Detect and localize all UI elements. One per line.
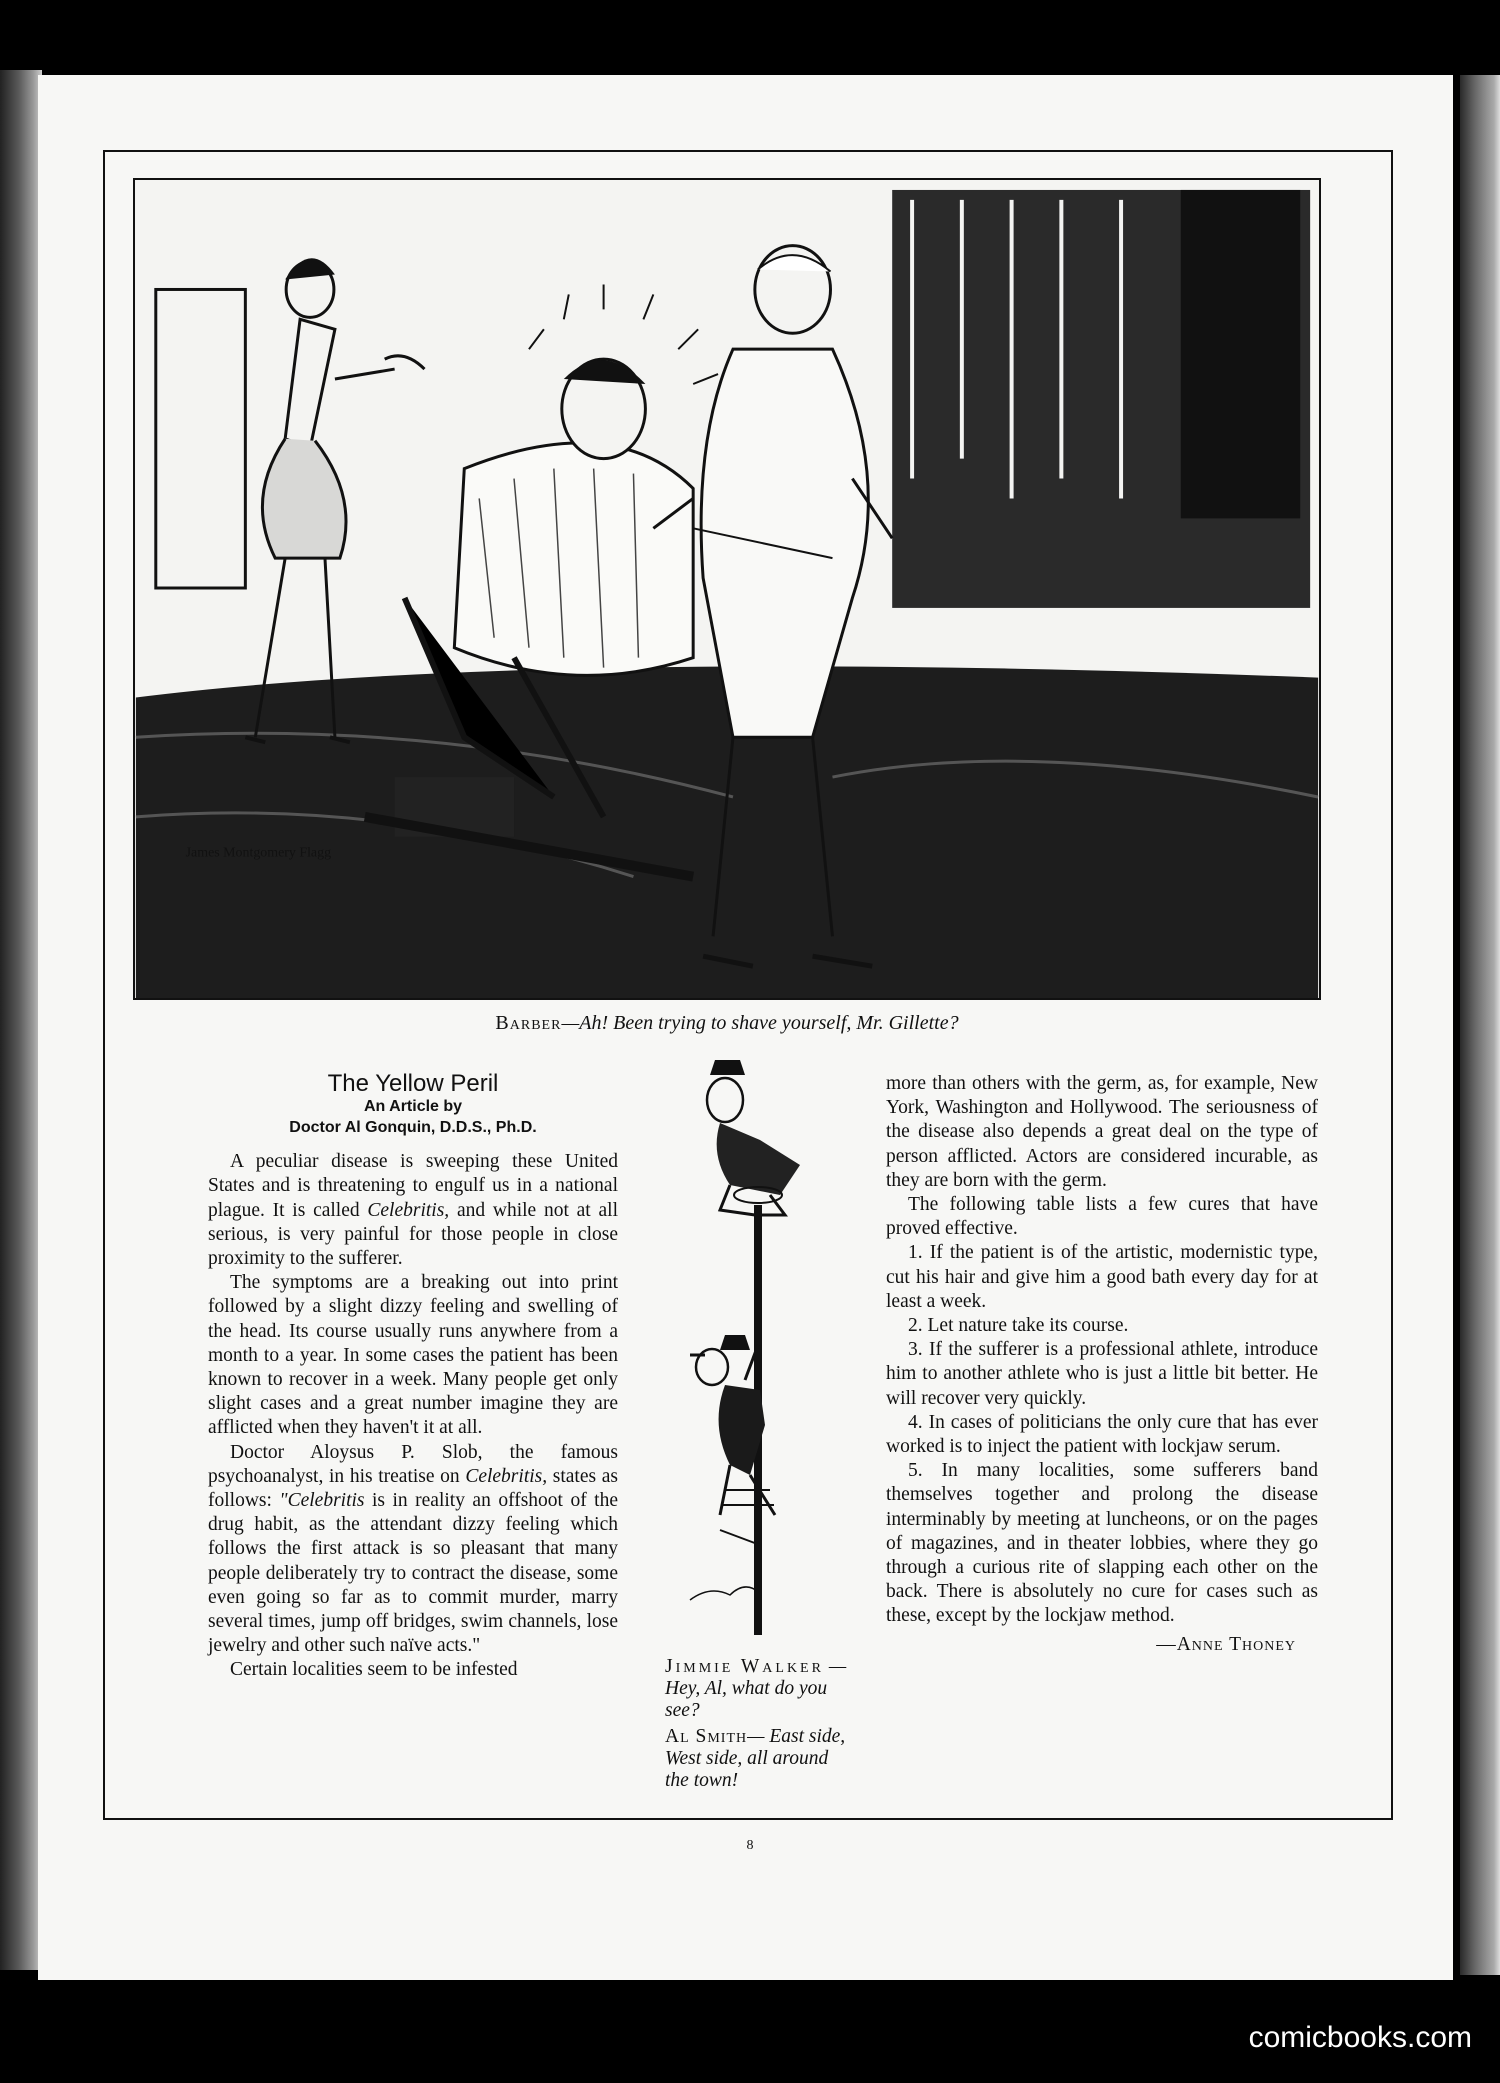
book-right-edge [1460, 75, 1500, 1975]
paragraph-4: Certain localities seem to be infested [230, 1659, 518, 1681]
author-signature: —Anne Thoney [1156, 1633, 1296, 1655]
cure-5: 5. In many localities, some sufferers band themselves together and prolong the disease interminably by meeting at luncheons, or on the pages of magazines, and in theater lobbies, where they go through a curious rite of slapping each other on the back. There is absolutely no cure for cases such as these, except by the lockjaw method. [886, 1460, 1318, 1627]
walker-smith-cartoon [650, 1045, 860, 1635]
caption-line: —Ah! Been trying to shave yourself, Mr. Gillette? [561, 1012, 959, 1034]
paragraph-1: A peculiar disease is sweeping these United States and is threatening to engulf us in a national plague. It is called Celebritis, and while not at all serious, is very painful for those people in close proximity to the sufferer. [208, 1151, 618, 1270]
cure-4: 4. In cases of politicians the only cure that has ever worked is to inject the patient with lockjaw serum. [886, 1411, 1318, 1458]
cure-3: 3. If the sufferer is a professional athlete, introduce him to another athlete who is just a little bit better. He will recover very quickly. [886, 1339, 1318, 1409]
illustration-caption [133, 1012, 1321, 1035]
speaker-walker: Jimmie Walker [665, 1656, 824, 1677]
cure-1: 1. If the patient is of the artistic, modernistic type, cut his hair and give him a good bath every day for at least a week. [886, 1242, 1318, 1312]
barbershop-illustration [133, 178, 1321, 1000]
artist-signature-text: James Montgomery Flagg [185, 845, 332, 861]
book-left-edge [0, 70, 42, 1970]
lamppost-drawing [650, 1045, 860, 1635]
page-number: 8 [746, 1838, 754, 1853]
barbershop-drawing [135, 180, 1319, 998]
paragraph-5: more than others with the germ, as, for example, New York, Washington and Hollywood. The seriousness of the disease also depends a great deal on the type of person afflicted. Actors are considered incurable, as they are born with the germ. [886, 1073, 1318, 1191]
cartoon-dialog [665, 1656, 855, 1796]
paragraph-6: The following table lists a few cures that have proved effective. [886, 1194, 1318, 1240]
article-title: The Yellow Peril [327, 1070, 499, 1097]
dialog-walker [665, 1656, 855, 1722]
paragraph-3: Doctor Aloysus P. Slob, the famous psychoanalyst, in his treatise on Celebritis, states as follows: "Celebritis is in reality an offshoot of the drug habit, as the attendant dizzy feeling which follows the first attack is so pleasant that many people deliberately try to contract the disease, some even going so far as to commit murder, marry several times, jump off bridges, swim channels, lose jewelry and other such naïve acts." [208, 1441, 618, 1657]
caption-speaker: Barber [495, 1012, 562, 1034]
dialog-smith [665, 1726, 855, 1792]
line-smith: — East side, West side, all around the town! [665, 1726, 846, 1791]
paragraph-2: The symptoms are a breaking out into print followed by a slight dizzy feeling and swelling of the head. Its course usually runs anywhere from a month to a year. In some cases the patient has been known to recover in a week. Many people get only slight cases and a great number imagine they are afflicted when they haven't it at all. [208, 1272, 618, 1439]
article-header [208, 1072, 618, 1138]
cure-2: 2. Let nature take its course. [908, 1315, 1129, 1337]
watermark: comicbooks.com [1248, 2021, 1472, 2054]
article-right-column [886, 1072, 1318, 1657]
line-walker: — Hey, Al, what do you see? [665, 1656, 847, 1721]
article-byline-author: Doctor Al Gonquin, D.D.S., Ph.D. [289, 1119, 537, 1137]
article-byline-intro: An Article by [363, 1098, 463, 1116]
speaker-smith: Al Smith [665, 1726, 748, 1747]
article-left-column [208, 1072, 618, 1683]
